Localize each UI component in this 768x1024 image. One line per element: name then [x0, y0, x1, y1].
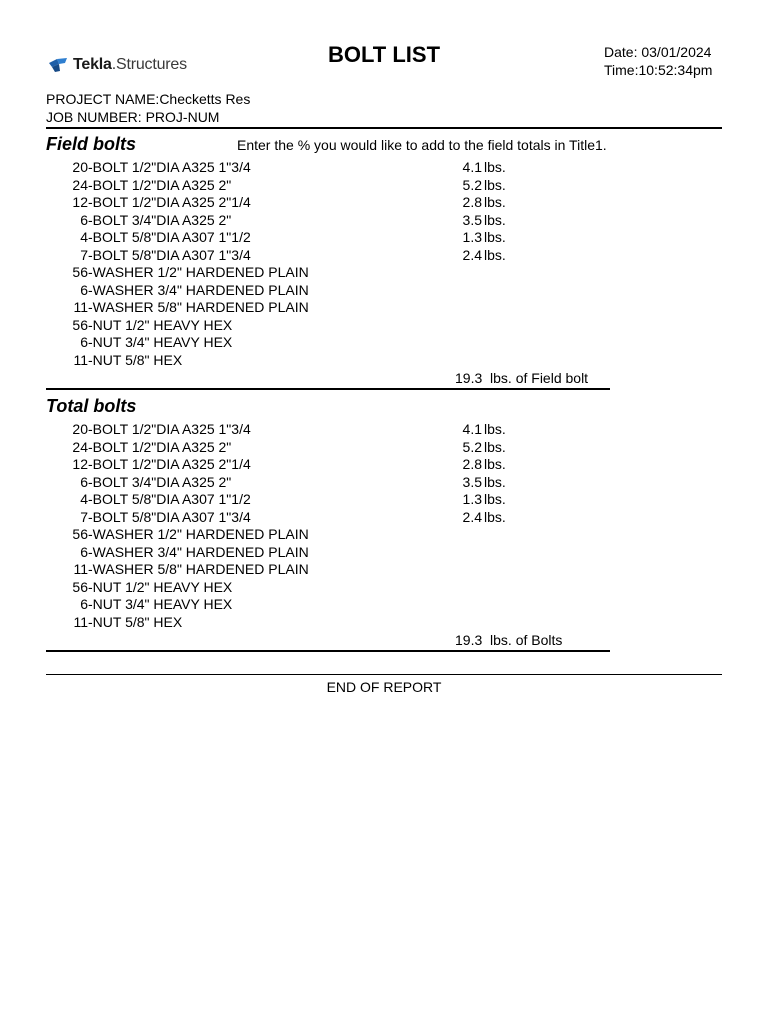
project-info: [46, 91, 250, 126]
item-description: -WASHER 3/4" HARDENED PLAIN: [88, 543, 309, 560]
field-section-divider: [46, 388, 610, 390]
date-line: Date: 03/01/2024: [604, 44, 712, 60]
item-quantity: 11: [73, 299, 88, 315]
total-bolts-total: 19.3 lbs. of Bolts: [455, 632, 563, 648]
field-bolts-heading: Field bolts: [46, 134, 136, 154]
item-description: -BOLT 3/4"DIA A325 2": [88, 473, 232, 490]
item-quantity: 6: [80, 281, 88, 298]
footer-divider: [46, 674, 722, 675]
item-weight-unit: lbs.: [484, 508, 506, 525]
list-item: [0, 579, 768, 597]
list-item: [0, 474, 768, 492]
item-description: -NUT 1/2" HEAVY HEX: [88, 316, 233, 333]
item-weight: 2.4: [462, 246, 482, 263]
item-quantity: 24: [72, 176, 88, 193]
field-instruction-text: Enter the % you would like to add to the field totals in Title1.: [237, 137, 607, 153]
item-description: -NUT 5/8" HEX: [88, 613, 183, 630]
item-quantity: 12: [72, 456, 88, 472]
item-weight: 3.5: [462, 211, 482, 228]
item-weight-unit: lbs.: [484, 159, 506, 175]
item-weight-unit: lbs.: [484, 456, 506, 472]
item-description: -BOLT 5/8"DIA A307 1"1/2: [88, 491, 251, 507]
item-weight-unit: lbs.: [484, 211, 506, 228]
item-quantity: 11: [73, 351, 88, 368]
item-quantity: 20: [72, 159, 88, 175]
list-item: [0, 509, 768, 527]
item-quantity: 56: [72, 526, 88, 542]
date-value: 03/01/2024: [641, 44, 712, 60]
item-weight-unit: lbs.: [484, 421, 506, 437]
item-description: -BOLT 5/8"DIA A307 1"3/4: [88, 246, 251, 263]
item-description: -BOLT 1/2"DIA A325 2"1/4: [88, 194, 251, 210]
list-item: [0, 596, 768, 614]
item-quantity: 12: [72, 194, 88, 210]
list-item: [0, 194, 768, 212]
header-divider: [46, 127, 722, 129]
item-weight-unit: lbs.: [484, 473, 506, 490]
item-description: -NUT 1/2" HEAVY HEX: [88, 578, 233, 595]
total-bolts-heading: Total bolts: [46, 396, 137, 416]
item-description: -WASHER 1/2" HARDENED PLAIN: [88, 526, 309, 542]
list-item: [0, 247, 768, 265]
list-item: [0, 212, 768, 230]
item-description: -NUT 3/4" HEAVY HEX: [88, 596, 233, 612]
total-section-divider: [46, 650, 610, 652]
item-quantity: 11: [73, 561, 88, 577]
item-weight: 5.2: [462, 438, 482, 455]
report-title: BOLT LIST: [327, 42, 441, 67]
item-weight: 4.1: [462, 159, 482, 175]
item-weight: 1.3: [462, 229, 482, 245]
item-weight: 2.4: [462, 508, 482, 525]
list-item: [0, 264, 768, 282]
item-quantity: 7: [80, 508, 88, 525]
list-item: [0, 526, 768, 544]
item-quantity: 56: [72, 264, 88, 280]
list-item: [0, 352, 768, 370]
item-weight: 2.8: [462, 194, 482, 210]
item-description: -NUT 5/8" HEX: [88, 351, 183, 368]
item-weight: 2.8: [462, 456, 482, 472]
field-bolts-total: 19.3 lbs. of Field bolt: [455, 370, 589, 386]
time-value: 10:52:34pm: [638, 61, 713, 78]
item-quantity: 6: [80, 596, 88, 612]
item-quantity: 6: [80, 211, 88, 228]
item-quantity: 7: [80, 246, 88, 263]
item-weight: 1.3: [462, 491, 482, 507]
list-item: [0, 439, 768, 457]
list-item: [0, 544, 768, 562]
item-quantity: 56: [72, 316, 88, 333]
item-description: -WASHER 1/2" HARDENED PLAIN: [88, 264, 309, 280]
list-item: [0, 421, 768, 439]
item-description: -BOLT 3/4"DIA A325 2": [88, 211, 232, 228]
item-weight-unit: lbs.: [484, 229, 506, 245]
item-description: -WASHER 5/8" HARDENED PLAIN: [88, 561, 309, 577]
item-weight: 5.2: [462, 176, 482, 193]
item-quantity: 20: [72, 421, 88, 437]
item-weight: 4.1: [462, 421, 482, 437]
item-quantity: 4: [80, 229, 88, 245]
item-quantity: 6: [80, 543, 88, 560]
item-quantity: 6: [80, 334, 88, 350]
time-line: Time:10:52:34pm: [604, 61, 713, 78]
list-item: [0, 282, 768, 300]
field-bolts-list: [0, 159, 768, 369]
item-weight-unit: lbs.: [484, 438, 506, 455]
list-item: [0, 229, 768, 247]
list-item: [0, 299, 768, 317]
job-number-value: PROJ-NUM: [145, 108, 220, 125]
list-item: [0, 614, 768, 632]
list-item: [0, 177, 768, 195]
item-description: -WASHER 5/8" HARDENED PLAIN: [88, 299, 309, 315]
item-description: -BOLT 1/2"DIA A325 1"3/4: [88, 159, 251, 175]
logo-wordmark: Tekla.Structures: [73, 56, 187, 73]
list-item: [0, 456, 768, 474]
list-item: [0, 561, 768, 579]
item-description: -BOLT 1/2"DIA A325 2": [88, 176, 232, 193]
project-name-value: Checketts Res: [159, 91, 251, 107]
item-quantity: 6: [80, 473, 88, 490]
list-item: [0, 317, 768, 335]
item-quantity: 11: [73, 613, 88, 630]
item-quantity: 4: [80, 491, 88, 507]
item-weight-unit: lbs.: [484, 194, 506, 210]
item-weight-unit: lbs.: [484, 176, 506, 193]
project-name-line: PROJECT NAME:Checketts Res: [46, 91, 251, 107]
list-item: [0, 334, 768, 352]
item-description: -WASHER 3/4" HARDENED PLAIN: [88, 281, 309, 298]
item-weight-unit: lbs.: [484, 491, 506, 507]
item-weight-unit: lbs.: [484, 246, 506, 263]
list-item: [0, 159, 768, 177]
list-item: [0, 491, 768, 509]
date-time-block: [604, 44, 712, 79]
total-bolts-list: [0, 421, 768, 631]
item-quantity: 24: [72, 438, 88, 455]
item-description: -BOLT 5/8"DIA A307 1"3/4: [88, 508, 251, 525]
item-description: -BOLT 1/2"DIA A325 2": [88, 438, 232, 455]
job-number-line: JOB NUMBER: PROJ-NUM: [46, 108, 220, 125]
item-weight: 3.5: [462, 473, 482, 490]
end-of-report: END OF REPORT: [326, 679, 442, 695]
item-description: -BOLT 1/2"DIA A325 1"3/4: [88, 421, 251, 437]
item-description: -NUT 3/4" HEAVY HEX: [88, 334, 233, 350]
item-description: -BOLT 1/2"DIA A325 2"1/4: [88, 456, 251, 472]
item-description: -BOLT 5/8"DIA A307 1"1/2: [88, 229, 251, 245]
item-quantity: 56: [72, 578, 88, 595]
